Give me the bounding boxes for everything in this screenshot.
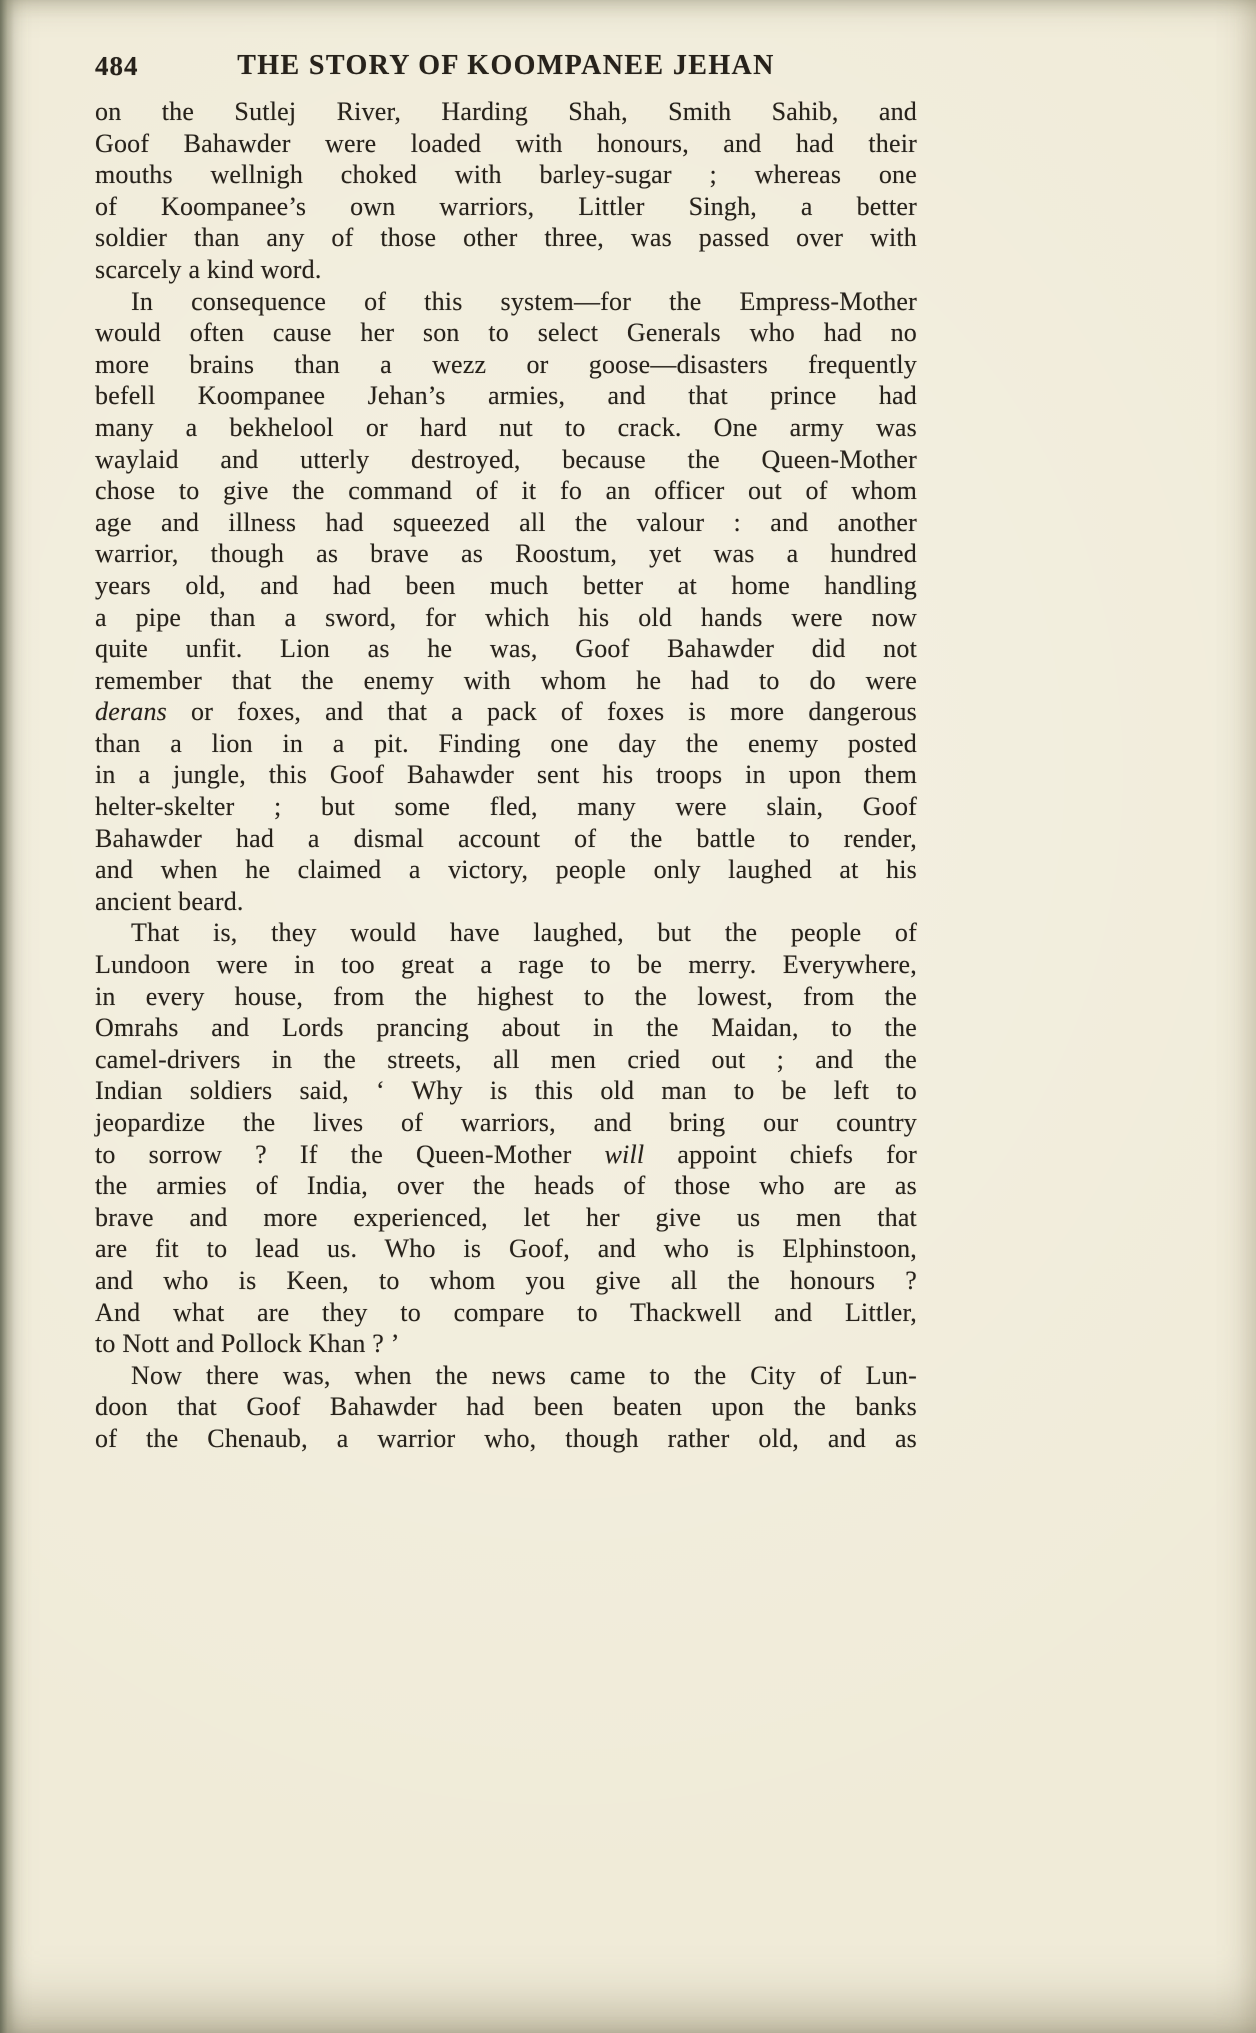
text-segment: many a bekhelool or hard nut to crack. One army was (95, 412, 917, 442)
text-segment: the armies of India, over the heads of those who are as (95, 1171, 917, 1201)
text-line (95, 1075, 917, 1107)
paragraph (95, 917, 917, 1359)
text-segment: of Koompanee’s own warriors, Littler Singh, a better (95, 191, 917, 221)
text-line (95, 1265, 917, 1297)
paragraph (95, 286, 917, 918)
text-segment: to sorrow ? If the Queen-Mother (95, 1139, 605, 1169)
text-line (95, 412, 917, 444)
text-line (95, 538, 917, 570)
text-segment: more brains than a wezz or goose—disasters frequently (95, 349, 917, 379)
text-segment: to Nott and Pollock Khan ? ’ (95, 1329, 400, 1359)
text-line (95, 191, 917, 223)
text-line (95, 728, 917, 760)
italic-word: will (604, 1139, 645, 1169)
text-segment: warrior, though as brave as Roostum, yet was a hundred (95, 539, 917, 569)
text-segment: quite unfit. Lion as he was, Goof Bahawder did not (95, 634, 917, 664)
text-line (95, 981, 917, 1013)
text-line (95, 854, 917, 886)
text-line (95, 1360, 917, 1392)
text-segment: remember that the enemy with whom he had to do were (95, 665, 917, 695)
text-segment: camel-drivers in the streets, all men cried out ; and the (95, 1044, 917, 1074)
text-line (95, 1139, 917, 1171)
text-segment: age and illness had squeezed all the valour : and another (95, 507, 917, 537)
text-segment: Indian soldiers said, ‘ Why is this old man to be left to (95, 1076, 917, 1106)
text-line (95, 380, 917, 412)
text-line (95, 823, 917, 855)
text-segment: or foxes, and that a pack of foxes is more dangerous (166, 697, 917, 727)
text-line (95, 886, 917, 918)
text-line (95, 1202, 917, 1234)
text-segment: scarcely a kind word. (95, 254, 322, 284)
text-line (95, 128, 917, 160)
text-segment: helter-skelter ; but some fled, many were slain, Goof (95, 792, 917, 822)
text-segment: soldier than any of those other three, was passed over with (95, 223, 917, 253)
text-segment: ancient beard. (95, 886, 244, 916)
text-segment: Omrahs and Lords prancing about in the Maidan, to the (95, 1013, 917, 1043)
text-segment: in a jungle, this Goof Bahawder sent his troops in upon them (95, 760, 917, 790)
text-line (95, 570, 917, 602)
text-line (95, 665, 917, 697)
text-segment: And what are they to compare to Thackwell and Littler, (95, 1297, 917, 1327)
text-segment: in every house, from the highest to the lowest, from the (95, 981, 917, 1011)
text-line (95, 1328, 917, 1360)
text-segment: That is, they would have laughed, but the people of (131, 918, 917, 948)
text-line (95, 1012, 917, 1044)
running-title: THE STORY OF KOOMPANEE JEHAN (237, 50, 775, 81)
text-segment: are fit to lead us. Who is Goof, and who is Elphinstoon, (95, 1234, 917, 1264)
text-segment: years old, and had been much better at home handling (95, 570, 917, 600)
text-line (95, 317, 917, 349)
text-line (95, 759, 917, 791)
text-line (95, 349, 917, 381)
text-line (95, 917, 917, 949)
text-line (95, 949, 917, 981)
text-line (95, 507, 917, 539)
text-line (95, 286, 917, 318)
text-segment: chose to give the command of it fo an officer out of whom (95, 476, 917, 506)
text-line (95, 1297, 917, 1329)
text-line (95, 475, 917, 507)
text-segment: Lundoon were in too great a rage to be merry. Everywhere, (95, 950, 917, 980)
text-line (95, 633, 917, 665)
italic-word: derans (95, 697, 167, 727)
text-line (95, 1044, 917, 1076)
text-line (95, 1107, 917, 1139)
text-block (95, 96, 917, 1455)
text-line (95, 602, 917, 634)
paragraph (95, 1360, 917, 1455)
text-line (95, 254, 917, 286)
text-segment: of the Chenaub, a warrior who, though rather old, and as (95, 1423, 917, 1453)
text-segment: appoint chiefs for (644, 1139, 918, 1169)
text-line (95, 1423, 917, 1455)
text-segment: jeopardize the lives of warriors, and bring our country (95, 1108, 917, 1137)
page-number: 484 (95, 51, 139, 81)
text-line (95, 1170, 917, 1202)
text-segment: than a lion in a pit. Finding one day the enemy posted (95, 728, 917, 758)
text-segment: befell Koompanee Jehan’s armies, and that prince had (95, 381, 917, 411)
text-segment: and when he claimed a victory, people only laughed at his (95, 855, 917, 885)
text-line (95, 444, 917, 476)
text-segment: mouths wellnigh choked with barley-sugar ; whereas one (95, 160, 917, 190)
page-header (95, 50, 917, 86)
text-segment: Goof Bahawder were loaded with honours, and had their (95, 128, 917, 158)
text-segment: doon that Goof Bahawder had been beaten upon the banks (95, 1392, 917, 1422)
text-segment: In consequence of this system—for the Empress-Mother (131, 286, 917, 316)
text-segment: waylaid and utterly destroyed, because the Queen-Mother (95, 444, 917, 474)
text-line (95, 1233, 917, 1265)
text-line (95, 696, 917, 728)
text-segment: on the Sutlej River, Harding Shah, Smith Sahib, and (95, 97, 917, 126)
text-line (95, 96, 917, 128)
text-segment: a pipe than a sword, for which his old hands were now (95, 602, 917, 632)
text-segment: brave and more experienced, let her give us men that (95, 1202, 917, 1232)
text-line (95, 1391, 917, 1423)
text-line (95, 159, 917, 191)
text-segment: Bahawder had a dismal account of the battle to render, (95, 823, 917, 853)
text-segment: would often cause her son to select Generals who had no (95, 318, 917, 348)
text-line (95, 222, 917, 254)
text-segment: Now there was, when the news came to the City of Lun- (131, 1360, 917, 1390)
text-line (95, 791, 917, 823)
paragraph (95, 96, 917, 286)
text-segment: and who is Keen, to whom you give all the honours ? (95, 1265, 917, 1295)
